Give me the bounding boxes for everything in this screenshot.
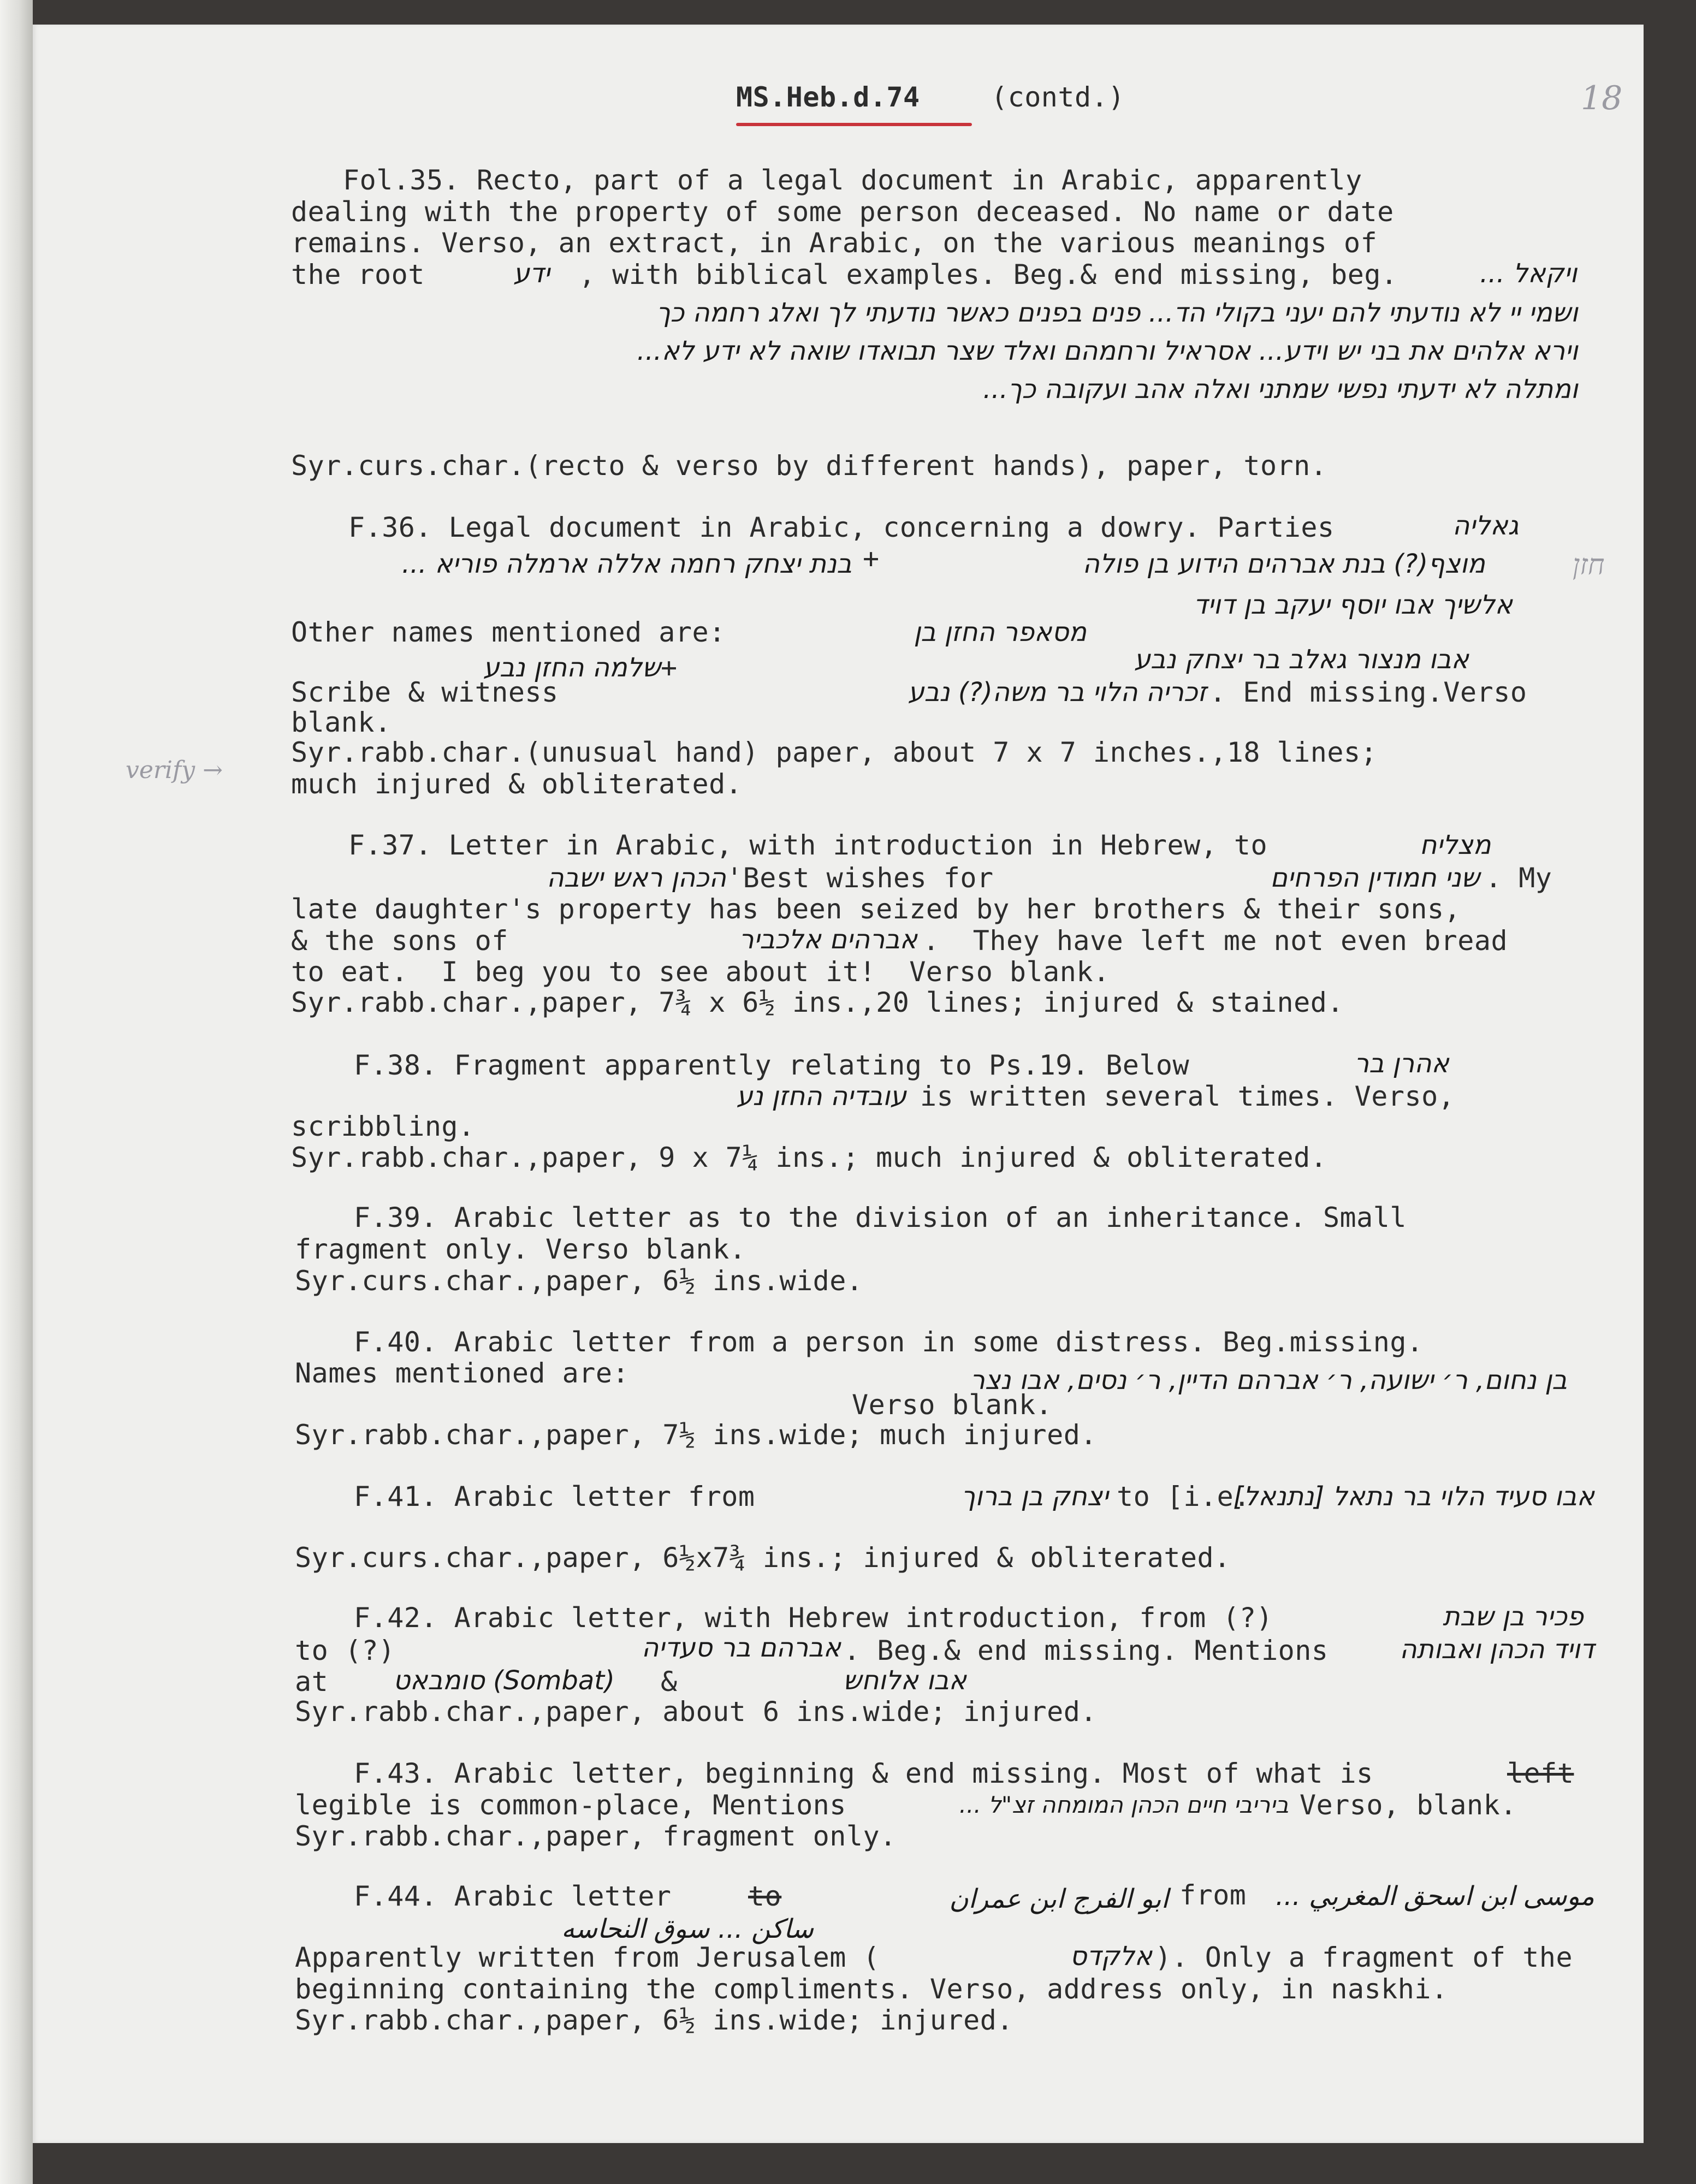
f39-line3: Syr.curs.char.,paper, 6½ ins.wide. — [295, 1265, 863, 1297]
f42-to-hebrew: אברהם בר סעדיה — [642, 1633, 841, 1663]
f36-line2: Other names mentioned are: — [291, 616, 726, 648]
fol35-hebrew-line1: ושמי יי לא נודעתי להם יעני בקולי הד... פנים בפנים כאשר נודעתי לך ואלג רחמה כך — [656, 298, 1578, 328]
f37-line4a: & the sons of — [291, 925, 508, 957]
fol35-line2: dealing with the property of some person deceased. No name or date — [291, 196, 1394, 228]
f44-jerusalem-hebrew: אלקדס — [1070, 1941, 1152, 1972]
f36-parties-hebrew: גאליה — [1452, 511, 1519, 541]
f42-mentions-hebrew: דויד הכהן ואבותה — [1400, 1634, 1594, 1665]
margin-note-verify: verify → — [126, 756, 223, 784]
f37-kohen-hebrew: הכהן ראש ישבה — [547, 863, 726, 893]
f36-plus1: + — [863, 543, 880, 574]
f37-line2b: . My — [1485, 862, 1552, 894]
f41-from-hebrew: יצחק בן ברוך — [961, 1481, 1108, 1512]
margin-note-hazzan: חזן — [1573, 549, 1605, 581]
f42-line3b: & — [661, 1666, 678, 1698]
typescript-page — [33, 25, 1644, 2143]
f37-sons-hebrew: אברהים אלכביר — [739, 924, 917, 955]
page-title-contd: (contd.) — [991, 81, 1125, 113]
f36-name-c-hebrew: אלשיך אבו יוסף יעקב בן דויד — [1193, 590, 1513, 620]
f42-line4: Syr.rabb.char.,paper, about 6 ins.wide; injured. — [295, 1696, 1097, 1728]
f44-line2a: Apparently written from Jerusalem ( — [295, 1942, 880, 1973]
f44-arabic-to: موسى ابن اسحق المغربي ... — [1275, 1881, 1594, 1912]
f43-line1a: F.43. Arabic letter, beginning & end missing. Most of what is — [354, 1758, 1373, 1789]
f44-line1a: F.44. Arabic letter — [354, 1880, 672, 1912]
f42-line3a: at — [295, 1666, 329, 1698]
f36-line6: much injured & obliterated. — [291, 768, 743, 800]
f42-line2a: to (?) — [295, 1635, 395, 1666]
f38-name-a-hebrew: אהרן בר — [1354, 1048, 1449, 1079]
f44-line4: Syr.rabb.char.,paper, 6½ ins.wide; injured. — [295, 2004, 1013, 2036]
f36-name-d-hebrew: מסאפר החזן בן — [914, 617, 1087, 648]
f38-line4: Syr.rabb.char.,paper, 9 x 7¼ ins.; much injured & obliterated. — [291, 1142, 1327, 1173]
f41-line1b: to [i.e. — [1117, 1481, 1250, 1512]
f37-line5: to eat. I beg you to see about it! Verso blank. — [291, 956, 1110, 988]
f43-line2b: Verso, blank. — [1300, 1789, 1517, 1821]
page-title-shelfmark: MS.Heb.d.74 — [736, 81, 920, 113]
f43-struck-word: left — [1507, 1758, 1574, 1789]
f43-line2a: legible is common-place, Mentions — [295, 1789, 846, 1821]
fol35-line5: Syr.curs.char.(recto & verso by different hands), paper, torn. — [291, 450, 1327, 482]
f41-line2: Syr.curs.char.,paper, 6½x7¾ ins.; injured & obliterated. — [295, 1542, 1231, 1574]
f37-line4b: . They have left me not even bread — [923, 925, 1508, 957]
f44-line3: beginning containing the compliments. Verso, address only, in naskhi. — [295, 1973, 1448, 2005]
f38-line2: is written several times. Verso, — [920, 1081, 1455, 1112]
f40-line2: Names mentioned are: — [295, 1357, 630, 1389]
f36-party-b-hebrew: בנת יצחק רחמה אללה ארמלה פוריא ... — [401, 549, 852, 579]
fol35-line3: remains. Verso, an extract, in Arabic, on the various meanings of — [291, 227, 1378, 259]
title-underline — [736, 123, 972, 126]
f40-line4: Syr.rabb.char.,paper, 7½ ins.wide; much injured. — [295, 1419, 1097, 1451]
fol35-hebrew-line3: ומתלה לא ידעתי נפשי שמתני ואלה אהב ועקובה כך... — [983, 374, 1578, 405]
f44-line2b: ). Only a fragment of the — [1155, 1942, 1573, 1973]
f36-line3a: Scribe & witness — [291, 676, 559, 708]
f40-names-hebrew: בן נחום, ר׳ ישועה, ר׳ אברהם הדיין, ר׳ נסים, אבו נצר — [970, 1365, 1567, 1396]
f44-struck-to: to — [748, 1880, 782, 1912]
f39-line1: F.39. Arabic letter as to the division of an inheritance. Small — [354, 1202, 1407, 1233]
f36-name-f-hebrew: שלמה החזן נבע — [483, 652, 661, 683]
f42-from-hebrew: פכיר בן שבת — [1443, 1601, 1584, 1632]
f44-arabic-address: ساكن ... سوق النحاسه — [561, 1914, 814, 1944]
f42-and-hebrew: אבו אלוחש — [843, 1665, 966, 1696]
f37-wishes-hebrew: שני חמודין הפרחים — [1270, 863, 1480, 893]
book-binding-edge — [0, 0, 33, 2184]
f37-line6: Syr.rabb.char.,paper, 7¾ x 6½ ins.,20 lines; injured & stained. — [291, 987, 1344, 1018]
f37-line3: late daughter's property has been seized by her brothers & their sons, — [291, 893, 1461, 925]
f36-plus2: + — [661, 652, 678, 684]
f43-mentions-hebrew: ביריבי חיים הכהן המומחה זצ"ל ... — [959, 1791, 1289, 1818]
fol35-hebrew-line2: וירא אלהים את בני יש וידע... אסראיל ורחמהם ואלד שצר תבואדו שואה לא ידע לא... — [637, 336, 1578, 366]
f42-at-hebrew: סומבאט (Sombat) — [393, 1665, 615, 1696]
f42-line1a: F.42. Arabic letter, with Hebrew introduction, from (?) — [354, 1602, 1273, 1634]
fol35-root-hebrew: ידע — [513, 258, 550, 289]
f37-to-hebrew: מצליח — [1420, 830, 1491, 860]
f38-name-b-hebrew: עובדיה החזן נע — [736, 1081, 906, 1112]
fol35-line1: Fol.35. Recto, part of a legal document in Arabic, apparently — [343, 164, 1362, 196]
f36-line4: blank. — [291, 707, 392, 738]
f38-line1: F.38. Fragment apparently relating to Ps.19. Below — [354, 1049, 1190, 1081]
fol35-line4a: the root — [291, 259, 425, 290]
f36-name-e-hebrew: אבו מנצור גאלב בר יצחק נבע — [1134, 644, 1469, 675]
fol35-beg-hebrew: ויקאל ... — [1480, 258, 1578, 289]
f43-line3: Syr.rabb.char.,paper, fragment only. — [295, 1820, 897, 1852]
f39-line2: fragment only. Verso blank. — [295, 1233, 746, 1265]
f37-line1a: F.37. Letter in Arabic, with introduction in Hebrew, to — [348, 829, 1268, 861]
f36-line3b: . End missing.Verso — [1209, 676, 1527, 708]
f36-scribe-hebrew: זכריה הלוי בר משה(?) נבע — [908, 677, 1207, 708]
f44-arabic-from: ابو الفرج ابن عمران — [949, 1884, 1169, 1914]
f38-line3: scribbling. — [291, 1111, 475, 1142]
f41-to-hebrew: אבו סעיד הלוי בר נתאל [נתנאל] — [1233, 1481, 1594, 1512]
page-number: 18 — [1581, 79, 1623, 117]
f37-line2a: 'Best wishes for — [726, 862, 994, 894]
f42-line2b: . Beg.& end missing. Mentions — [844, 1635, 1329, 1666]
fol35-line4b: , with biblical examples. Beg.& end missing, beg. — [579, 259, 1398, 290]
f36-line5: Syr.rabb.char.(unusual hand) paper, about 7 x 7 inches.,18 lines; — [291, 737, 1378, 768]
f36-party-a-hebrew: מוצף(?) בנת אברהים הידוע בן פולה — [1082, 549, 1485, 579]
f36-line1: F.36. Legal document in Arabic, concerning a dowry. Parties — [348, 512, 1335, 543]
f44-line1c: from — [1179, 1879, 1247, 1911]
f40-line1: F.40. Arabic letter from a person in some distress. Beg.missing. — [354, 1326, 1424, 1358]
f41-line1a: F.41. Arabic letter from — [354, 1481, 755, 1512]
f40-line3: Verso blank. — [852, 1389, 1053, 1421]
